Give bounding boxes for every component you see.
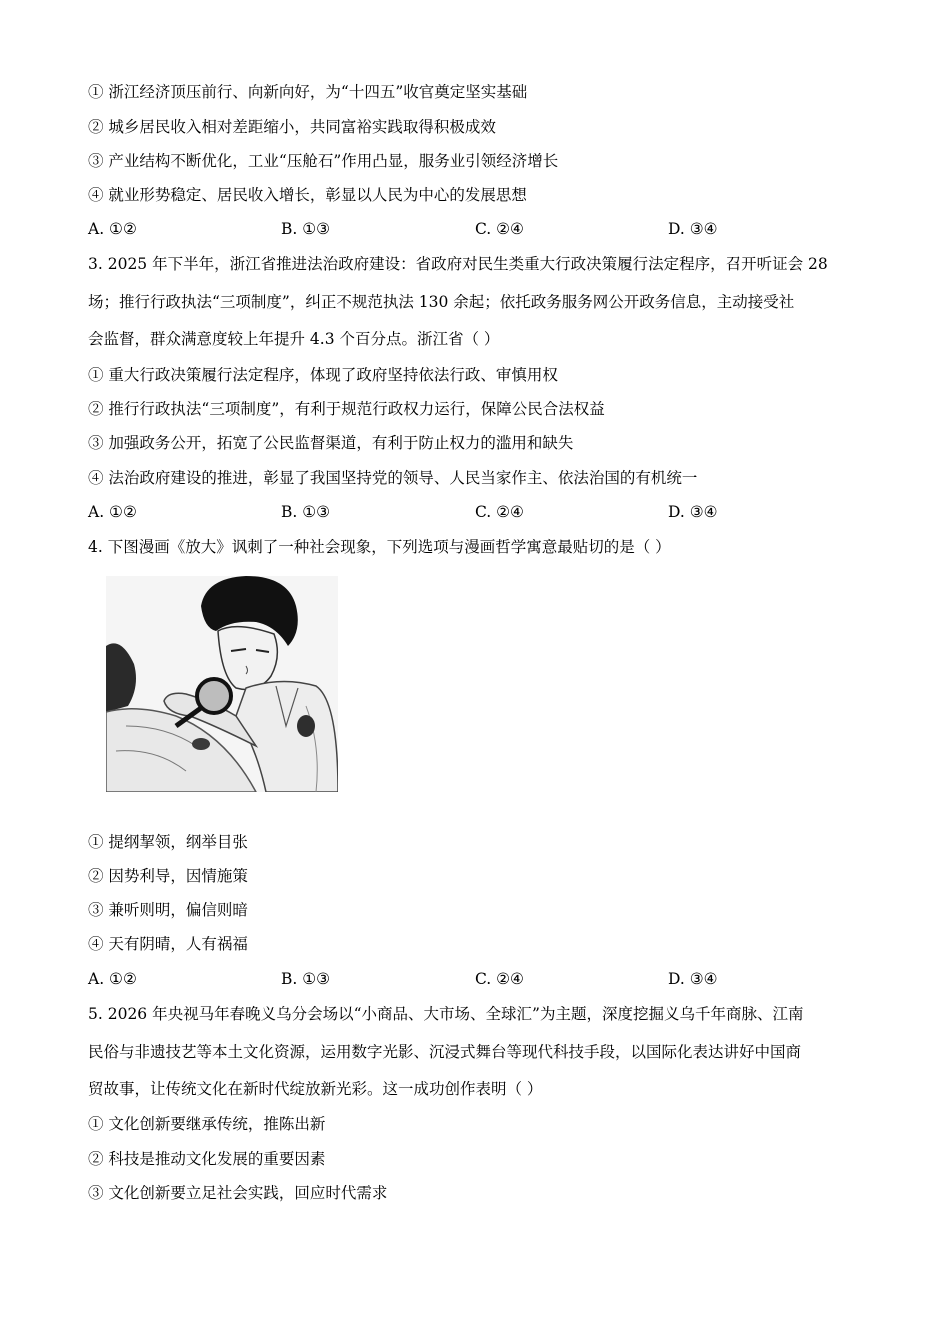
q5-item-3: ③ 文化创新要立足社会实践，回应时代需求	[88, 1184, 388, 1202]
q3-option-c[interactable]: C. ②④	[475, 503, 524, 521]
cartoon-image	[106, 576, 338, 792]
q4-option-a[interactable]: A. ①②	[88, 970, 137, 988]
q5-item-1: ① 文化创新要继承传统，推陈出新	[88, 1115, 326, 1133]
q4-option-c[interactable]: C. ②④	[475, 970, 524, 988]
q3-option-d[interactable]: D. ③④	[668, 503, 718, 521]
q4-option-d[interactable]: D. ③④	[668, 970, 718, 988]
q2-option-a[interactable]: A. ①②	[88, 220, 137, 238]
q2-option-c[interactable]: C. ②④	[475, 220, 524, 238]
q5-stem-line-2: 民俗与非遗技艺等本土文化资源，运用数字光影、沉浸式舞台等现代科技手段，以国际化表达讲好中国商	[88, 1043, 802, 1061]
q3-stem-line-3: 会监督，群众满意度较上年提升 4.3 个百分点。浙江省（ ）	[88, 330, 500, 348]
q2-option-d[interactable]: D. ③④	[668, 220, 718, 238]
q3-item-3: ③ 加强政务公开，拓宽了公民监督渠道，有利于防止权力的滥用和缺失	[88, 434, 574, 452]
q3-item-2: ② 推行行政执法“三项制度”，有利于规范行政权力运行，保障公民合法权益	[88, 400, 605, 418]
q4-stem: 4. 下图漫画《放大》讽刺了一种社会现象，下列选项与漫画哲学寓意最贴切的是（ ）	[88, 538, 671, 556]
q2-item-1: ① 浙江经济顶压前行、向新向好，为“十四五”收官奠定坚实基础	[88, 83, 528, 101]
q4-item-1: ① 提纲挈领，纲举目张	[88, 833, 248, 851]
q3-stem-line-1: 3. 2025 年下半年，浙江省推进法治政府建设：省政府对民生类重大行政决策履行法定程序，召开听证会 28	[88, 255, 828, 273]
q4-option-b[interactable]: B. ①③	[281, 970, 331, 988]
q3-item-4: ④ 法治政府建设的推进，彰显了我国坚持党的领导、人民当家作主、依法治国的有机统一	[88, 469, 698, 487]
q2-item-4: ④ 就业形势稳定、居民收入增长，彰显以人民为中心的发展思想	[88, 186, 527, 204]
q2-item-3: ③ 产业结构不断优化，工业“压舱石”作用凸显，服务业引领经济增长	[88, 152, 559, 170]
q4-item-4: ④ 天有阴晴，人有祸福	[88, 935, 248, 953]
q3-item-1: ① 重大行政决策履行法定程序，体现了政府坚持依法行政、审慎用权	[88, 366, 558, 384]
q2-option-b[interactable]: B. ①③	[281, 220, 331, 238]
q5-item-2: ② 科技是推动文化发展的重要因素	[88, 1150, 326, 1168]
q3-option-a[interactable]: A. ①②	[88, 503, 137, 521]
q3-option-b[interactable]: B. ①③	[281, 503, 331, 521]
q5-stem-line-1: 5. 2026 年央视马年春晚义乌分会场以“小商品、大市场、全球汇”为主题，深度挖掘义乌千年商脉、江南	[88, 1005, 804, 1023]
q4-item-2: ② 因势利导，因情施策	[88, 867, 248, 885]
q2-item-2: ② 城乡居民收入相对差距缩小，共同富裕实践取得积极成效	[88, 118, 496, 136]
q4-item-3: ③ 兼听则明，偏信则暗	[88, 901, 248, 919]
q5-stem-line-3: 贸故事，让传统文化在新时代绽放新光彩。这一成功创作表明（ ）	[88, 1080, 543, 1098]
q3-stem-line-2: 场；推行行政执法“三项制度”，纠正不规范执法 130 余起；依托政务服务网公开政务信息，主动接受社	[88, 293, 795, 311]
